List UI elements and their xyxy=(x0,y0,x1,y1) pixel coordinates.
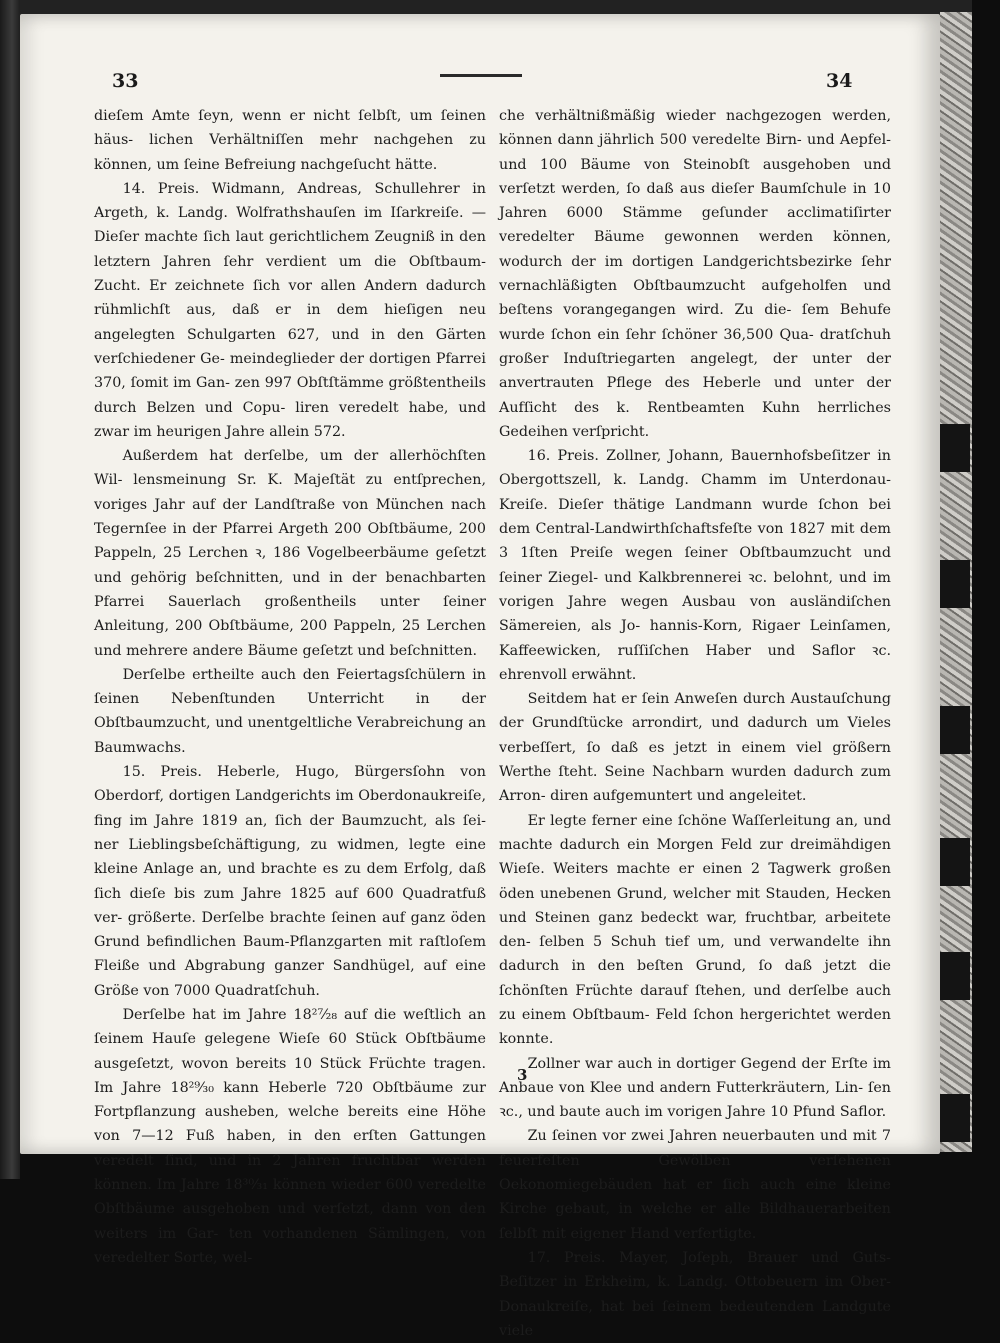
index-tab xyxy=(940,424,970,472)
paragraph: Zu ſeinen vor zwei Jahren neuerbauten und mit 7 feuerfeſten Gewölben verſehenen Oekonomiegebäuden hat er ſich auch eine kleine Kirche gebaut, in welche er alle Bildhauerarbeiten ſelbſt mit eigener Hand verfertigte. xyxy=(499,1128,891,1242)
scan-background xyxy=(972,0,1000,1179)
paragraph: Derſelbe ertheilte auch den Feiertagsſchülern in ſeinen Nebenſtunden Unterricht in der Obſtbaumzucht, und unentgeltliche Verabreichung an Baumwachs. xyxy=(94,666,486,756)
header-rule xyxy=(440,74,522,77)
page-number-left: 33 xyxy=(112,70,139,92)
paragraph: che verhältnißmäßig wieder nachgezogen werden, können dann jährlich 500 veredelte Birn- und Aepfel- und 100 Bäume von Steinobſt ausgehoben und verſetzt werden, ſo daß aus dieſer Baumſchule in 10 Jahren 6000 Stämme geſunder acclimatiſirter veredelter Bäume gewonnen werden können, wodurch der im dortigen Landgerichtsbezirke ſehr vernachläßigten Obſtbaumzucht aufgeholfen und beſtens vorangegangen wird. Zu die- ſem Behufe wurde ſchon ein ſehr ſchöner 36,500 Qua- dratſchuh großer Induſtriegarten angelegt, der unter der anvertrauten Pflege des Heberle und unter der Aufſicht des k. Rentbeamten Kuhn herrliches Gedeihen verſpricht. xyxy=(499,108,891,440)
paragraph: dieſem Amte ſeyn, wenn er nicht ſelbſt, um ſeinen häus- lichen Verhältniſſen mehr nachgehen zu können, um ſeine Befreiung nachgeſucht hätte. xyxy=(94,108,486,173)
paragraph: Er legte ferner eine ſchöne Waſſerleitung an, und machte dadurch ein Morgen Feld zur dreimähdigen Wieſe. Weiters machte er einen 2 Tagwerk großen öden unebenen Grund, welcher mit Stauden, Hecken und Steinen ganz bedeckt war, fruchtbar, arbeitete den- ſelben 5 Schuh tief um, und verwandelte ihn dadurch in den beſten Grund, ſo daß jetzt die ſchönſten Früchte darauf ſtehen, und derſelbe auch zu einem Obſtbaum- Feld ſchon hergerichtet werden konnte. xyxy=(499,812,891,1048)
paragraph: Zollner war auch in dortiger Gegend der Erſte im Anbaue von Klee und andern Futterkräutern, Lin- ſen ꝛc., und baute auch im vorigen Jahre 10 Pfund Saflor. xyxy=(499,1055,891,1121)
left-column xyxy=(94,104,486,1270)
paragraph: Außerdem hat derſelbe, um der allerhöchſten Wil- lensmeinung Sr. K. Majeſtät zu entſprechen, voriges Jahr auf der Landſtraße von München nach Tegernſee in der Pfarrei Argeth 200 Obſtbäume, 200 Pappeln, 25 Lerchen ꝛ, 186 Vogelbeerbäume geſetzt und gehörig beſchnitten, und in der benachbarten Pfarrei Sauerlach großentheils unter ſeiner Anleitung, 200 Obſtbäume, 200 Pappeln, 25 Lerchen und mehrere andere Bäume geſetzt und beſchnitten. xyxy=(94,448,486,659)
paragraph: Seitdem hat er ſein Anweſen durch Austauſchung der Grundſtücke arrondirt, und dadurch um Vieles verbeſſert, ſo daß es jetzt in einem viel größern Werthe ſteht. Seine Nachbarn wurden dadurch zum Arron- diren aufgemuntert und angeleitet. xyxy=(499,691,891,805)
paragraph: 15. Preis. Heberle, Hugo, Bürgersſohn von Oberdorf, dortigen Landgerichts im Oberdonaukreiſe, fing im Jahre 1819 an, ſich der Baumzucht, als ſei- ner Lieblingsbeſchäftigung, zu widmen, legte eine kleine Anlage an, und brachte es zu dem Erfolg, daß ſich dieſe bis zum Jahre 1825 auf 600 Quadratfuß ver- größerte. Derſelbe brachte ſeinen auf ganz öden Grund befindlichen Baum-Pflanzgarten mit raſtloſem Fleiße und Abgrabung ganzer Sandhügel, auf eine Größe von 7000 Quadratſchuh. xyxy=(94,764,486,999)
signature-mark: 3 xyxy=(517,1066,528,1084)
right-column xyxy=(499,104,891,1343)
index-tab xyxy=(940,952,970,1000)
paragraph: 16. Preis. Zollner, Johann, Bauernhofsbeſitzer in Obergottszell, k. Landg. Chamm im Unterdonau- Kreiſe. Dieſer thätige Landmann wurde ſchon bei dem Central-Landwirthſchaftsfeſte von 1827 mit dem 3 1ſten Preiſe wegen ſeiner Obſtbaumzucht und ſeiner Ziegel- und Kalkbrennerei ꝛc. belohnt, und im vorigen Jahre wegen Ausbau von ausländiſchen Sämereien, als Jo- hannis-Korn, Rigaer Leinſamen, Kaffeewicken, ruſſiſchen Haber und Saflor ꝛc. ehrenvoll erwähnt. xyxy=(499,448,891,683)
book-binding-left xyxy=(0,0,20,1179)
book-top-edge xyxy=(20,0,980,14)
page-number-right: 34 xyxy=(826,70,853,92)
paragraph: 17. Preis. Mayer, Joſeph, Brauer und Guts- Beſitzer in Erkheim, k. Landg. Ottobeuern im Ober- Donaukreiſe, hat bei ſeinem bedeutenden Landgute viele xyxy=(499,1249,891,1339)
index-tab xyxy=(940,838,970,886)
paragraph: Derſelbe hat im Jahre 18²⁷⁄₂₈ auf die weſtlich an ſeinem Hauſe gelegene Wieſe 60 Stück Obſtbäume ausgeſetzt, wovon bereits 10 Stück Früchte tragen. Im Jahre 18²⁹⁄₃₀ kann Heberle 720 Obſtbäume zur Fortpflanzung ausheben, welche bereits eine Höhe von 7—12 Fuß haben, in den erſten Gattungen veredelt ſind, und in 2 Jahren fruchtbar werden können. Im Jahre 18³⁰⁄₃₁ können wieder 600 veredelte Obſtbäume ausgehoben und verſetzt, dann von den weiters im Gar- ten vorhandenen Sämlingen, von veredelter Sorte, wel- xyxy=(94,1006,486,1266)
index-tab xyxy=(940,706,970,754)
index-tab xyxy=(940,1094,970,1142)
paragraph: 14. Preis. Widmann, Andreas, Schullehrer in Argeth, k. Landg. Wolfrathshauſen im Iſarkreiſe. — Dieſer machte ſich laut gerichtlichem Zeugniß in den letztern Jahren ſehr verdient um die Obſtbaum- Zucht. Er zeichnete ſich vor allen Andern dadurch rühmlichſt aus, daß er in dem hieſigen neu angelegten Schulgarten 627, und in den Gärten verſchiedener Ge- meindeglieder der dortigen Pfarrei 370, ſomit im Gan- zen 997 Obſtſtämme größtentheils durch Belzen und Copu- liren veredelt habe, und zwar im heurigen Jahre allein 572. xyxy=(94,180,486,440)
index-tab xyxy=(940,560,970,608)
